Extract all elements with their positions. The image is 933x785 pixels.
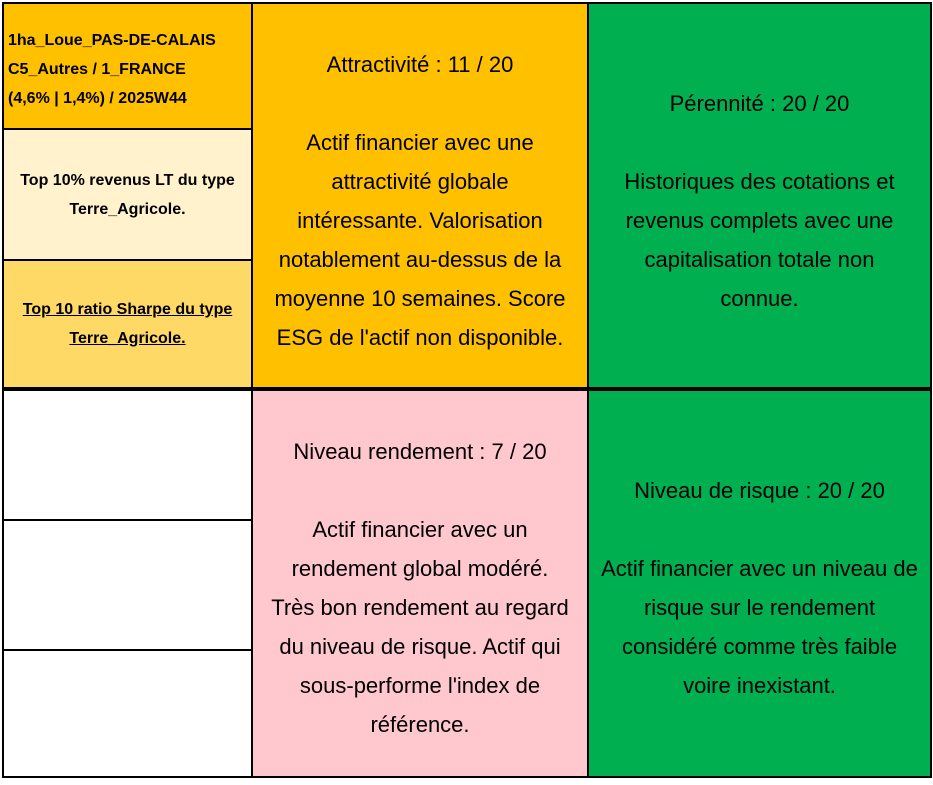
rendement-title: Niveau rendement : 7 / 20 xyxy=(293,439,547,464)
sharpe-badge-text: Top 10 ratio Sharpe du type Terre_Agricole. xyxy=(22,301,233,347)
asset-category: C5_Autres / 1_FRANCE xyxy=(8,61,186,78)
sharpe-badge-cell xyxy=(2,259,253,389)
asset-info-cell xyxy=(2,2,253,130)
empty-cell-1 xyxy=(2,389,253,521)
rendement-text: Actif financier avec un rendement global modéré. Très bon rendement au regard du niveau de risque. Actif qui sous-performe l'index de référence. xyxy=(271,517,569,737)
perennite-title: Pérennité : 20 / 20 xyxy=(669,91,850,116)
asset-name: 1ha_Loue_PAS-DE-CALAIS xyxy=(8,32,216,49)
perennite-cell xyxy=(587,2,932,389)
attractivite-cell xyxy=(251,2,589,389)
attractivite-text: Actif financier avec une attractivité globale intéressante. Valorisation notablement au-dessus de la moyenne 10 semaines. Score ESG de l'actif non disponible. xyxy=(274,130,566,350)
revenus-badge-text: Top 10% revenus LT du type Terre_Agricole. xyxy=(20,171,235,218)
empty-cell-3 xyxy=(2,649,253,778)
risque-text: Actif financier avec un niveau de risque sur le rendement considéré comme très faible voire inexistant. xyxy=(601,556,918,698)
perennite-text: Historiques des cotations et revenus complets avec une capitalisation totale non connue. xyxy=(624,169,895,311)
revenus-badge-cell xyxy=(2,128,253,261)
rendement-cell xyxy=(251,389,589,778)
attractivite-title: Attractivité : 11 / 20 xyxy=(326,52,514,77)
risque-title: Niveau de risque : 20 / 20 xyxy=(634,478,885,503)
empty-cell-2 xyxy=(2,519,253,651)
asset-stats: (4,6% | 1,4%) / 2025W44 xyxy=(8,90,187,107)
risque-cell xyxy=(587,389,932,778)
